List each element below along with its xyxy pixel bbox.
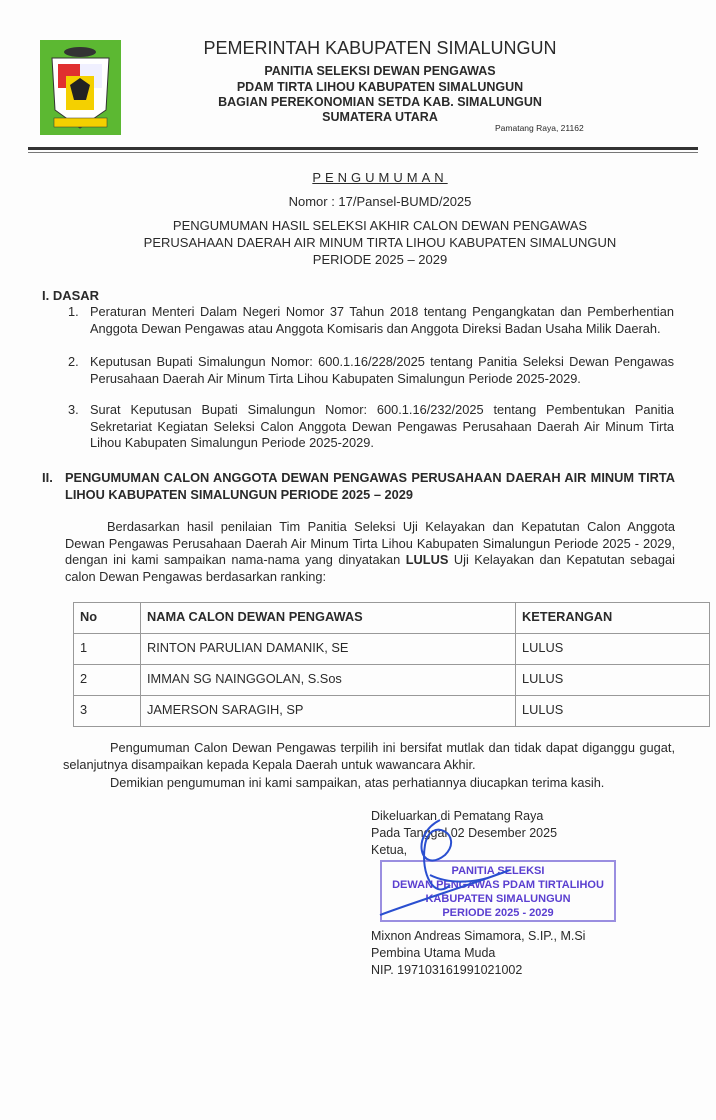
paragraph-text: Uji Kelayakan dan Kepatutan sebagai calon Dewan Pengawas berdasarkan ranking: [65,552,675,585]
closing-paragraph: Pengumuman Calon Dewan Pengawas terpilih ini bersifat mutlak dan tidak dapat diganggu gugat, selanjutnya disampaikan kepada Kepala Daerah untuk wawancara Akhir. [63,740,675,772]
letterhead-line: PANITIA SELEKSI DEWAN PENGAWAS [264,64,496,78]
paragraph-text: Berdasarkan hasil penilaian Tim Panitia Seleksi Uji Kelayakan dan Kepatutan Calon Anggota Dewan Pengawas Perusahaan Daerah Air Minum Tirta Lihou Kabupaten Simalungun Periode 2025 - 2029, dengan ini kami sampaikan nama-nama yang dinyatakan [65,519,675,568]
section-2-title: PENGUMUMAN CALON ANGGOTA DEWAN PENGAWAS PERUSAHAAN DAERAH AIR MINUM TIRTA LIHOU KABUPATEN SIMALUNGUN PERIODE 2025 – 2029 [65,470,675,502]
issued-date: Pada Tanggal 02 Desember 2025 [371,826,558,840]
lulus-emphasis: LULUS [405,552,449,568]
table-row [74,634,710,665]
table-row [74,696,710,727]
stamp-line: KABUPATEN SIMALUNGUN [425,893,571,905]
stamp-line: PANITIA SELEKSI [451,865,545,877]
section-1-title: I. DASAR [42,288,100,303]
cell-no: 1 [74,634,141,665]
subject-line: PERUSAHAAN DAERAH AIR MINUM TIRTA LIHOU KABUPATEN SIMALUNGUN [143,235,617,250]
signer-role: Ketua, [371,843,408,857]
item-number: 2. [68,354,79,369]
header-rule-thin [28,152,698,153]
address: Pamatang Raya, 21162 [495,123,584,133]
letterhead-line: BAGIAN PEREKONOMIAN SETDA KAB. SIMALUNGUN [218,95,542,109]
signer-name: Mixnon Andreas Simamora, S.IP., M.Si [371,929,586,943]
handwritten-signature [370,815,520,925]
closing-thanks: Demikian pengumuman ini kami sampaikan, atas perhatiannya diucapkan terima kasih. [110,775,605,790]
item-number: 1. [68,304,79,319]
header-name: NAMA CALON DEWAN PENGAWAS [141,603,516,634]
stamp-line: PERIODE 2025 - 2029 [442,907,554,919]
intro-paragraph [65,519,675,586]
cell-status: LULUS [516,634,710,665]
cell-no: 3 [74,696,141,727]
signer-rank: Pembina Utama Muda [371,946,496,960]
letterhead-line: PDAM TIRTA LIHOU KABUPATEN SIMALUNGUN [236,80,524,94]
letterhead-line: SUMATERA UTARA [322,110,438,124]
issued-place: Dikeluarkan di Pematang Raya [371,809,544,823]
header-no: No [74,603,141,634]
cell-name: RINTON PARULIAN DAMANIK, SE [141,634,516,665]
item-number: 3. [68,402,79,417]
cell-no: 2 [74,665,141,696]
cell-status: LULUS [516,696,710,727]
document-title: PENGUMUMAN [312,170,448,185]
list-item: Keputusan Bupati Simalungun Nomor: 600.1.16/228/2025 tentang Panitia Seleksi Dewan Pengawas Perusahaan Daerah Air Minum Tirta Lihou Kabupaten Simalungun Periode 2025-2029. [90,354,674,386]
government-name: PEMERINTAH KABUPATEN SIMALUNGUN [203,38,557,58]
cell-name: IMMAN SG NAINGGOLAN, S.Sos [141,665,516,696]
section-2-number: II. [42,470,53,485]
subject-line: PERIODE 2025 – 2029 [312,252,448,267]
stamp-line: DEWAN PENGAWAS PDAM TIRTALIHOU [392,879,604,891]
list-item: Peraturan Menteri Dalam Negeri Nomor 37 Tahun 2018 tentang Pengangkatan dan Pemberhentian Anggota Dewan Pengawas atau Anggota Komisaris dan Anggota Direksi Badan Usaha Milik Daerah. [90,304,674,336]
simalungun-logo [40,40,121,135]
cell-name: JAMERSON SARAGIH, SP [141,696,516,727]
header-keterangan: KETERANGAN [516,603,710,634]
table-header-row [74,603,710,634]
subject-line: PENGUMUMAN HASIL SELEKSI AKHIR CALON DEWAN PENGAWAS [172,218,588,233]
cell-status: LULUS [516,665,710,696]
list-item: Surat Keputusan Bupati Simalungun Nomor: 600.1.16/232/2025 tentang Pembentukan Panitia Sekretariat Kegiatan Seleksi Calon Anggota Dewan Pengawas Perusahaan Daerah Air Minum Tirta Lihou Kabupaten Simalungun Periode 2025-2029. [90,402,674,451]
candidates-table [73,602,710,727]
document-number: Nomor : 17/Pansel-BUMD/2025 [288,194,472,209]
signer-nip: NIP. 197103161991021002 [371,963,523,977]
table-row [74,665,710,696]
header-rule [28,147,698,150]
